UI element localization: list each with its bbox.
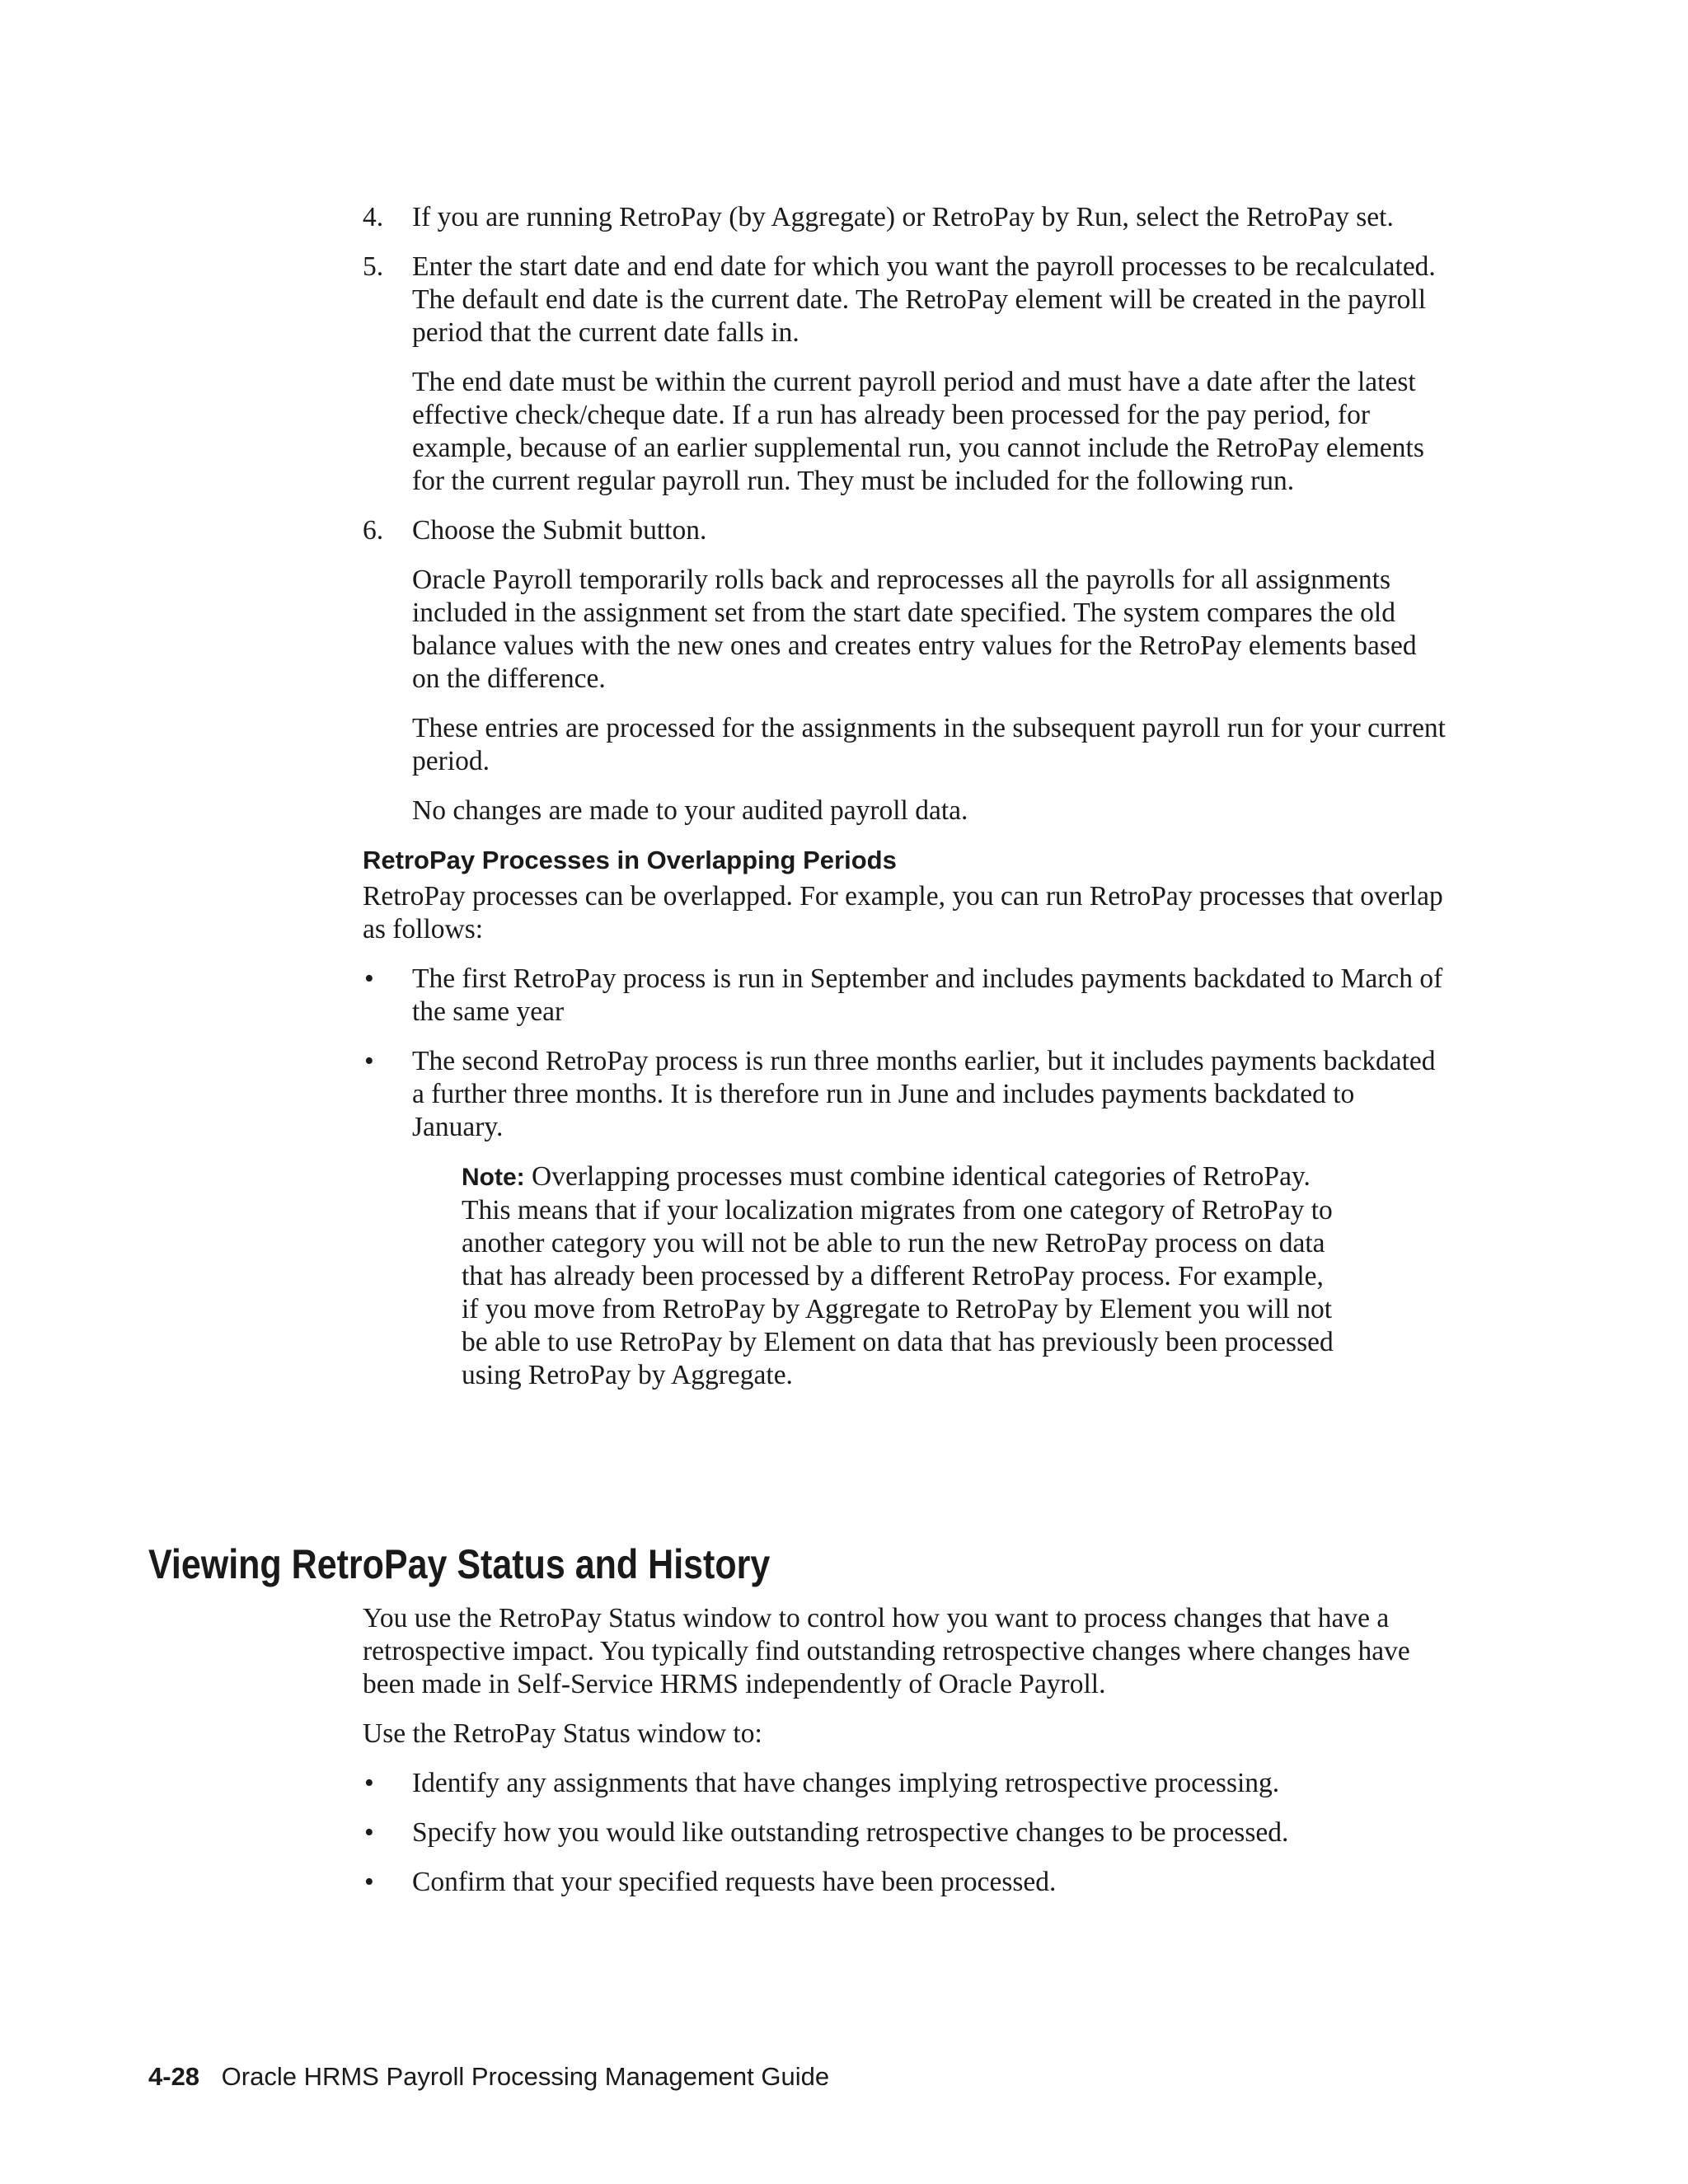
step-5-detail: The end date must be within the current payroll period and must have a date after the latest effective check/cheque date. If a run has already been processed for the pay period, for example, because of an earlier supplemental run, you cannot include the RetroPay elements for the current regular payroll run. They must be included for the following run. [412,367,1424,496]
overlap-bullet-1 [363,963,1451,1029]
bullet-text: Identify any assignments that have changes implying retrospective processing. [412,1768,1280,1798]
status-bullet-1 [363,1767,1451,1800]
bullet-text: Specify how you would like outstanding retrospective changes to be processed. [412,1817,1289,1848]
bullet-text: The second RetroPay process is run three months earlier, but it includes payments backdated a further three months. It is therefore run in June and includes payments backdated to January. [412,1046,1436,1142]
status-bullet-2 [363,1816,1451,1849]
bullet-icon: • [364,1046,374,1076]
bullet-text: Confirm that your specified requests have been processed. [412,1867,1057,1897]
bullet-icon: • [364,1817,374,1848]
page-footer [148,2060,829,2093]
status-intro: You use the RetroPay Status window to control how you want to process changes that have a retrospective impact. You typically find outstanding retrospective changes where changes have been made in Self-Service HRMS independently of Oracle Payroll. [363,1603,1410,1699]
overlap-heading: RetroPay Processes in Overlapping Periods [363,846,897,874]
step-4 [363,201,1451,234]
step-text: Choose the Submit button. [412,515,707,546]
status-use-line: Use the RetroPay Status window to: [363,1718,762,1749]
guide-title: Oracle HRMS Payroll Processing Management Guide [221,2062,830,2091]
status-bullet-3 [363,1866,1451,1899]
step-text: If you are running RetroPay (by Aggregate) or RetroPay by Run, select the RetroPay set. [412,202,1394,232]
overlap-intro: RetroPay processes can be overlapped. For example, you can run RetroPay processes that overlap as follows: [363,881,1443,944]
note-box [363,1160,1335,1392]
page-number: 4-28 [148,2062,200,2091]
overlap-bullet-2 [363,1045,1451,1144]
step-text: Enter the start date and end date for which you want the payroll processes to be recalculated. The default end date is the current date. The RetroPay element will be created in the payroll period that the current date falls in. [412,251,1436,348]
bullet-icon: • [364,1867,374,1897]
note-text: Overlapping processes must combine identical categories of RetroPay. This means that if your localization migrates from one category of RetroPay to another category you will not be able to run the new RetroPay process on data that has already been processed by a different RetroPay process. For example, if you move from RetroPay by Aggregate to RetroPay by Element you will not be able to use RetroPay by Element on data that has previously been processed using RetroPay by Aggregate. [462,1161,1334,1390]
bullet-icon: • [364,1768,374,1798]
bullet-icon: • [364,963,374,994]
step-6 [363,514,1451,547]
bullet-text: The first RetroPay process is run in September and includes payments backdated to March of the same year [412,963,1443,1027]
section-title: Viewing RetroPay Status and History [148,1541,771,1587]
step-6-detail-1: Oracle Payroll temporarily rolls back and reprocesses all the payrolls for all assignments included in the assignment set from the start date specified. The system compares the old balance values with the new ones and creates entry values for the RetroPay elements based on the difference. [412,565,1417,694]
step-number: 4. [363,202,384,232]
status-content [363,1602,1451,1915]
main-content [363,201,1451,1408]
step-6-detail-3: No changes are made to your audited payroll data. [412,795,968,826]
step-number: 6. [363,515,384,546]
step-number: 5. [363,251,384,282]
note-label: Note: [462,1164,525,1191]
step-5 [363,251,1451,349]
step-6-detail-2: These entries are processed for the assignments in the subsequent payroll run for your current period. [412,713,1446,776]
